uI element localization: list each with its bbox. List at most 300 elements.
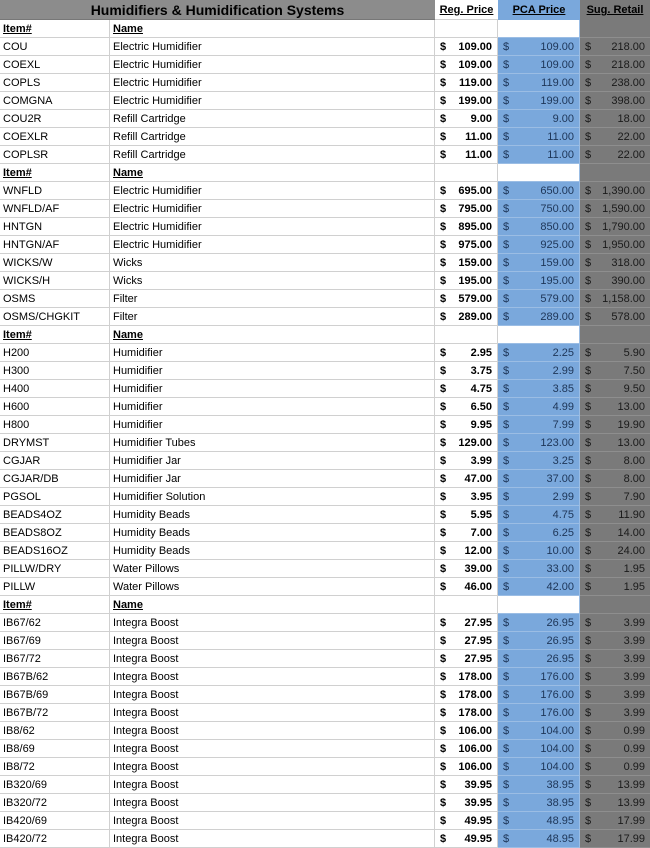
pca-price-cell (498, 488, 580, 506)
item-number: IB8/62 (0, 722, 110, 740)
item-name: Electric Humidifier (110, 182, 435, 200)
currency-symbol: $ (440, 797, 447, 809)
name-column-header: Name (110, 596, 435, 614)
currency-symbol: $ (503, 185, 510, 197)
sug-retail-value: 3.99 (623, 617, 645, 629)
sug-retail-cell (580, 434, 650, 452)
pca-price-value: 10.00 (546, 545, 574, 557)
currency-symbol: $ (503, 257, 510, 269)
pca-price-cell (498, 506, 580, 524)
sug-retail-cell (580, 650, 650, 668)
pca-price-blank (498, 164, 580, 182)
sug-retail-value: 578.00 (611, 311, 645, 323)
currency-symbol: $ (503, 581, 510, 593)
currency-symbol: $ (503, 455, 510, 467)
currency-symbol: $ (503, 545, 510, 557)
currency-symbol: $ (440, 383, 447, 395)
pca-price-value: 37.00 (546, 473, 574, 485)
pca-price-cell (498, 362, 580, 380)
reg-price-value: 39.00 (464, 563, 492, 575)
reg-price-value: 27.95 (464, 635, 492, 647)
reg-price-value: 895.00 (458, 221, 492, 233)
item-name: Humidifier (110, 344, 435, 362)
currency-symbol: $ (440, 527, 447, 539)
currency-symbol: $ (585, 815, 592, 827)
currency-symbol: $ (585, 581, 592, 593)
pca-price-blank (498, 596, 580, 614)
currency-symbol: $ (503, 761, 510, 773)
reg-price-cell (435, 182, 498, 200)
currency-symbol: $ (503, 689, 510, 701)
sug-retail-value: 13.99 (617, 797, 645, 809)
pca-price-cell (498, 524, 580, 542)
currency-symbol: $ (585, 149, 592, 161)
reg-price-cell (435, 146, 498, 164)
table-row (0, 290, 650, 308)
sug-retail-cell (580, 308, 650, 326)
sug-retail-cell (580, 38, 650, 56)
item-name: Humidifier (110, 416, 435, 434)
sug-retail-cell (580, 758, 650, 776)
item-name: Integra Boost (110, 632, 435, 650)
sug-retail-cell (580, 92, 650, 110)
table-row (0, 182, 650, 200)
item-number: BEADS8OZ (0, 524, 110, 542)
item-number: PGSOL (0, 488, 110, 506)
sug-retail-value: 318.00 (611, 257, 645, 269)
reg-price-cell (435, 650, 498, 668)
reg-price-cell (435, 74, 498, 92)
reg-price-cell (435, 830, 498, 848)
reg-price-blank (435, 596, 498, 614)
reg-price-value: 106.00 (458, 743, 492, 755)
reg-price-value: 49.95 (464, 833, 492, 845)
currency-symbol: $ (440, 221, 447, 233)
sug-retail-cell (580, 74, 650, 92)
sug-retail-cell (580, 362, 650, 380)
currency-symbol: $ (585, 473, 592, 485)
currency-symbol: $ (585, 41, 592, 53)
reg-price-value: 109.00 (458, 59, 492, 71)
col-header-reg-price: Reg. Price (435, 0, 498, 20)
currency-symbol: $ (503, 383, 510, 395)
currency-symbol: $ (503, 149, 510, 161)
item-name: Integra Boost (110, 812, 435, 830)
reg-price-cell (435, 686, 498, 704)
pca-price-cell (498, 272, 580, 290)
currency-symbol: $ (503, 815, 510, 827)
table-row (0, 200, 650, 218)
pca-price-value: 195.00 (540, 275, 574, 287)
currency-symbol: $ (585, 617, 592, 629)
item-name: Electric Humidifier (110, 218, 435, 236)
reg-price-value: 7.00 (470, 527, 492, 539)
sug-retail-value: 0.99 (623, 761, 645, 773)
name-column-header: Name (110, 326, 435, 344)
pca-price-value: 104.00 (540, 743, 574, 755)
currency-symbol: $ (503, 113, 510, 125)
reg-price-value: 11.00 (465, 131, 492, 143)
table-row (0, 38, 650, 56)
table-row (0, 704, 650, 722)
table-row (0, 74, 650, 92)
currency-symbol: $ (503, 365, 510, 377)
currency-symbol: $ (503, 635, 510, 647)
sug-retail-cell (580, 146, 650, 164)
sug-retail-cell (580, 632, 650, 650)
reg-price-cell (435, 290, 498, 308)
pca-price-blank (498, 326, 580, 344)
currency-symbol: $ (585, 419, 592, 431)
currency-symbol: $ (585, 653, 592, 665)
sug-retail-cell (580, 344, 650, 362)
reg-price-blank (435, 326, 498, 344)
item-number: H400 (0, 380, 110, 398)
pca-price-cell (498, 380, 580, 398)
pca-price-value: 176.00 (540, 671, 574, 683)
sug-retail-cell (580, 56, 650, 74)
sug-retail-value: 8.00 (623, 473, 645, 485)
item-name: Humidifier (110, 398, 435, 416)
sug-retail-cell (580, 470, 650, 488)
sug-retail-value: 1.95 (623, 563, 645, 575)
reg-price-cell (435, 506, 498, 524)
currency-symbol: $ (440, 509, 447, 521)
sug-retail-cell (580, 506, 650, 524)
item-name: Humidifier Solution (110, 488, 435, 506)
sug-retail-value: 11.90 (618, 509, 645, 521)
reg-price-cell (435, 434, 498, 452)
pca-price-value: 109.00 (540, 41, 574, 53)
table-row (0, 218, 650, 236)
pca-price-cell (498, 254, 580, 272)
item-name: Integra Boost (110, 650, 435, 668)
item-number: IB320/69 (0, 776, 110, 794)
name-column-header: Name (110, 164, 435, 182)
sug-retail-value: 1,790.00 (602, 221, 645, 233)
pca-price-cell (498, 470, 580, 488)
sug-retail-value: 13.99 (617, 779, 645, 791)
currency-symbol: $ (503, 41, 510, 53)
reg-price-value: 27.95 (464, 653, 492, 665)
currency-symbol: $ (585, 455, 592, 467)
pca-price-cell (498, 722, 580, 740)
reg-price-cell (435, 362, 498, 380)
reg-price-cell (435, 398, 498, 416)
currency-symbol: $ (440, 419, 447, 431)
pca-price-value: 650.00 (540, 185, 574, 197)
item-name: Refill Cartridge (110, 110, 435, 128)
reg-price-value: 289.00 (458, 311, 492, 323)
sug-retail-value: 8.00 (623, 455, 645, 467)
currency-symbol: $ (585, 833, 592, 845)
section-header-row (0, 20, 650, 38)
reg-price-value: 106.00 (458, 725, 492, 737)
currency-symbol: $ (440, 149, 447, 161)
reg-price-value: 39.95 (464, 779, 492, 791)
pca-price-value: 176.00 (540, 707, 574, 719)
item-column-header: Item# (0, 164, 110, 182)
item-name: Integra Boost (110, 686, 435, 704)
currency-symbol: $ (440, 185, 447, 197)
table-row (0, 578, 650, 596)
reg-price-cell (435, 56, 498, 74)
table-row (0, 668, 650, 686)
item-number: IB67/72 (0, 650, 110, 668)
pca-price-cell (498, 218, 580, 236)
currency-symbol: $ (503, 77, 510, 89)
table-row (0, 632, 650, 650)
currency-symbol: $ (440, 743, 447, 755)
pca-price-cell (498, 434, 580, 452)
item-name: Refill Cartridge (110, 128, 435, 146)
currency-symbol: $ (440, 293, 447, 305)
reg-price-cell (435, 110, 498, 128)
currency-symbol: $ (585, 131, 592, 143)
currency-symbol: $ (503, 509, 510, 521)
sug-retail-value: 7.90 (623, 491, 645, 503)
reg-price-cell (435, 254, 498, 272)
item-name: Integra Boost (110, 740, 435, 758)
item-name: Electric Humidifier (110, 56, 435, 74)
reg-price-value: 3.75 (470, 365, 492, 377)
sug-retail-cell (580, 236, 650, 254)
pca-price-value: 2.99 (552, 491, 574, 503)
sug-retail-value: 218.00 (611, 59, 645, 71)
pca-price-cell (498, 128, 580, 146)
currency-symbol: $ (440, 365, 447, 377)
item-number: CGJAR (0, 452, 110, 470)
reg-price-value: 195.00 (458, 275, 492, 287)
sug-retail-blank (580, 20, 650, 38)
item-name: Electric Humidifier (110, 38, 435, 56)
item-name: Humidity Beads (110, 506, 435, 524)
reg-price-value: 159.00 (458, 257, 492, 269)
item-number: PILLW (0, 578, 110, 596)
reg-price-cell (435, 722, 498, 740)
item-number: H600 (0, 398, 110, 416)
pca-price-cell (498, 452, 580, 470)
currency-symbol: $ (585, 365, 592, 377)
pca-price-cell (498, 740, 580, 758)
table-row (0, 506, 650, 524)
item-number: IB8/69 (0, 740, 110, 758)
sug-retail-value: 13.00 (617, 437, 645, 449)
pca-price-cell (498, 704, 580, 722)
currency-symbol: $ (440, 455, 447, 467)
currency-symbol: $ (503, 419, 510, 431)
pca-price-value: 176.00 (540, 689, 574, 701)
sug-retail-cell (580, 776, 650, 794)
currency-symbol: $ (503, 707, 510, 719)
item-number: COEXL (0, 56, 110, 74)
pca-price-value: 750.00 (540, 203, 574, 215)
currency-symbol: $ (440, 59, 447, 71)
reg-price-cell (435, 614, 498, 632)
table-row (0, 110, 650, 128)
table-row (0, 812, 650, 830)
sug-retail-cell (580, 488, 650, 506)
pca-price-value: 289.00 (540, 311, 574, 323)
currency-symbol: $ (440, 437, 447, 449)
currency-symbol: $ (585, 491, 592, 503)
table-row (0, 128, 650, 146)
pca-price-value: 4.99 (552, 401, 574, 413)
item-name: Electric Humidifier (110, 74, 435, 92)
item-number: BEADS4OZ (0, 506, 110, 524)
currency-symbol: $ (503, 797, 510, 809)
currency-symbol: $ (503, 617, 510, 629)
pca-price-cell (498, 146, 580, 164)
item-column-header: Item# (0, 326, 110, 344)
pca-price-value: 48.95 (546, 833, 574, 845)
item-number: IB8/72 (0, 758, 110, 776)
reg-price-value: 178.00 (458, 707, 492, 719)
pca-price-cell (498, 290, 580, 308)
item-number: H200 (0, 344, 110, 362)
table-row (0, 146, 650, 164)
currency-symbol: $ (585, 797, 592, 809)
name-column-header: Name (110, 20, 435, 38)
currency-symbol: $ (585, 527, 592, 539)
currency-symbol: $ (440, 545, 447, 557)
sug-retail-cell (580, 740, 650, 758)
sug-retail-cell (580, 686, 650, 704)
item-name: Wicks (110, 272, 435, 290)
sug-retail-value: 3.99 (623, 707, 645, 719)
sug-retail-cell (580, 542, 650, 560)
pca-price-value: 3.85 (552, 383, 574, 395)
col-header-sug-retail: Sug. Retail (580, 0, 650, 20)
reg-price-cell (435, 200, 498, 218)
sug-retail-value: 14.00 (617, 527, 645, 539)
item-name: Wicks (110, 254, 435, 272)
pca-price-cell (498, 650, 580, 668)
currency-symbol: $ (503, 671, 510, 683)
item-number: WICKS/W (0, 254, 110, 272)
pca-price-cell (498, 344, 580, 362)
sug-retail-value: 3.99 (623, 671, 645, 683)
sug-retail-value: 1.95 (623, 581, 645, 593)
pca-price-cell (498, 398, 580, 416)
reg-price-value: 199.00 (458, 95, 492, 107)
item-number: COU (0, 38, 110, 56)
reg-price-value: 6.50 (470, 401, 492, 413)
currency-symbol: $ (585, 437, 592, 449)
reg-price-value: 106.00 (458, 761, 492, 773)
sug-retail-value: 19.90 (617, 419, 645, 431)
table-row (0, 434, 650, 452)
currency-symbol: $ (585, 239, 592, 251)
sug-retail-cell (580, 182, 650, 200)
pca-price-cell (498, 668, 580, 686)
sug-retail-cell (580, 380, 650, 398)
currency-symbol: $ (585, 671, 592, 683)
pca-price-value: 579.00 (540, 293, 574, 305)
sug-retail-value: 5.90 (623, 347, 645, 359)
currency-symbol: $ (585, 689, 592, 701)
item-number: IB420/69 (0, 812, 110, 830)
reg-price-cell (435, 218, 498, 236)
currency-symbol: $ (440, 203, 447, 215)
sug-retail-value: 3.99 (623, 653, 645, 665)
pca-price-value: 7.99 (552, 419, 574, 431)
currency-symbol: $ (440, 689, 447, 701)
pca-price-cell (498, 632, 580, 650)
item-number: H300 (0, 362, 110, 380)
pca-price-cell (498, 74, 580, 92)
reg-price-value: 12.00 (464, 545, 492, 557)
sug-retail-value: 218.00 (611, 41, 645, 53)
reg-price-blank (435, 20, 498, 38)
pca-price-value: 925.00 (540, 239, 574, 251)
item-number: H800 (0, 416, 110, 434)
currency-symbol: $ (585, 77, 592, 89)
item-number: COU2R (0, 110, 110, 128)
table-row (0, 686, 650, 704)
title-row (0, 0, 650, 20)
reg-price-cell (435, 632, 498, 650)
currency-symbol: $ (503, 293, 510, 305)
currency-symbol: $ (440, 491, 447, 503)
currency-symbol: $ (585, 95, 592, 107)
reg-price-value: 9.00 (470, 113, 492, 125)
item-name: Integra Boost (110, 758, 435, 776)
reg-price-cell (435, 704, 498, 722)
table-row (0, 92, 650, 110)
item-name: Integra Boost (110, 794, 435, 812)
item-number: COMGNA (0, 92, 110, 110)
currency-symbol: $ (585, 509, 592, 521)
pca-price-cell (498, 182, 580, 200)
item-number: IB67B/62 (0, 668, 110, 686)
sug-retail-cell (580, 560, 650, 578)
sug-retail-cell (580, 524, 650, 542)
pca-price-cell (498, 758, 580, 776)
table-row (0, 830, 650, 848)
currency-symbol: $ (585, 293, 592, 305)
table-row (0, 272, 650, 290)
item-name: Refill Cartridge (110, 146, 435, 164)
item-name: Integra Boost (110, 704, 435, 722)
reg-price-value: 49.95 (464, 815, 492, 827)
sug-retail-cell (580, 812, 650, 830)
sug-retail-value: 7.50 (623, 365, 645, 377)
reg-price-cell (435, 488, 498, 506)
currency-symbol: $ (585, 257, 592, 269)
pca-price-value: 2.25 (552, 347, 574, 359)
item-name: Integra Boost (110, 830, 435, 848)
pca-price-value: 26.95 (546, 617, 574, 629)
pca-price-cell (498, 830, 580, 848)
reg-price-cell (435, 578, 498, 596)
item-name: Humidity Beads (110, 542, 435, 560)
pca-price-value: 48.95 (546, 815, 574, 827)
reg-price-cell (435, 236, 498, 254)
section-header-row (0, 164, 650, 182)
reg-price-value: 46.00 (464, 581, 492, 593)
sug-retail-value: 22.00 (617, 149, 645, 161)
reg-price-value: 3.95 (470, 491, 492, 503)
sug-retail-value: 1,158.00 (602, 293, 645, 305)
currency-symbol: $ (585, 545, 592, 557)
table-row (0, 542, 650, 560)
item-name: Integra Boost (110, 722, 435, 740)
pca-price-value: 2.99 (552, 365, 574, 377)
table-row (0, 380, 650, 398)
reg-price-value: 119.00 (458, 77, 492, 89)
reg-price-blank (435, 164, 498, 182)
